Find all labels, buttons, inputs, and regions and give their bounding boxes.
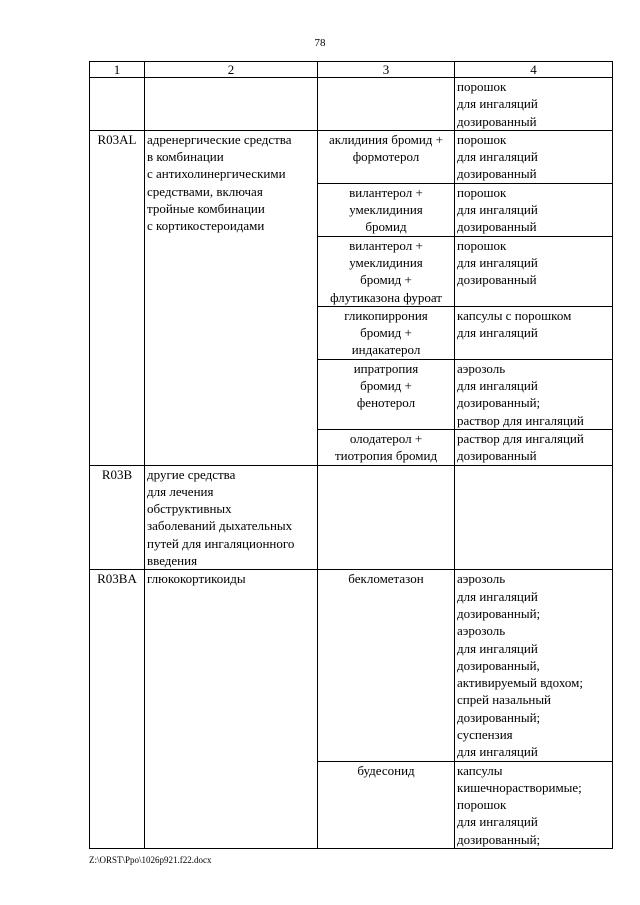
dosage-form-line: капсулы с порошком [457, 307, 572, 323]
dosage-form-line: для ингаляций [457, 325, 538, 341]
dosage-form-line: для ингаляций [457, 202, 538, 218]
file-path-footer: Z:\ORST\Ppo\1026p921.f22.docx [89, 855, 212, 865]
group-name-line: другие средства [147, 466, 236, 482]
dosage-form-line: порошок [457, 184, 507, 200]
dosage-form-line: капсулы [457, 762, 503, 778]
table-header-row [90, 62, 613, 78]
group-name-cell [145, 570, 318, 849]
dosage-form-line: спрей назальный [457, 692, 552, 708]
drug-name-cell [318, 429, 455, 465]
header-cell-1: 1 [90, 62, 145, 78]
drug-name-line: ипратропия [353, 360, 419, 376]
drug-name-line: фенотерол [356, 395, 416, 411]
drug-name-line: бромид + [360, 325, 412, 341]
drug-name-line: будесонид [357, 762, 415, 778]
drug-classification-table [89, 61, 613, 849]
drug-name-cell [318, 78, 455, 131]
dosage-form-line: для ингаляций [457, 149, 538, 165]
drug-name-line: гликопиррония [344, 307, 428, 323]
drug-name-line: индакатерол [351, 342, 421, 358]
group-name-line: средствами, включая [147, 183, 263, 199]
dosage-form-line: дозированный; [457, 831, 541, 847]
drug-name-cell [318, 236, 455, 306]
drug-name-line: умеклидиния [349, 202, 423, 218]
drug-name-cell [318, 761, 455, 848]
drug-name-cell [318, 183, 455, 236]
dosage-form-line: раствор для ингаляций [457, 412, 584, 428]
dosage-form-line: для ингаляций [457, 814, 538, 830]
dosage-form-cell [455, 183, 613, 236]
atc-code-cell: R03BA [90, 570, 145, 849]
dosage-form-line: порошок [457, 131, 507, 147]
dosage-form-line: порошок [457, 79, 507, 94]
dosage-form-line: дозированный [457, 219, 537, 235]
drug-name-cell [318, 306, 455, 359]
group-name-cell [145, 78, 318, 131]
dosage-form-line: аэрозоль [457, 623, 506, 639]
drug-name-line: бромид + [360, 272, 412, 288]
dosage-form-line: суспензия [457, 726, 513, 742]
dosage-form-line: для ингаляций [457, 588, 538, 604]
dosage-form-line: дозированный [457, 166, 537, 182]
header-cell-3: 3 [318, 62, 455, 78]
dosage-form-line: для ингаляций [457, 254, 538, 270]
dosage-form-line: аэрозоль [457, 360, 506, 376]
group-name-line: путей для ингаляционного [147, 535, 295, 551]
table-row [90, 570, 613, 761]
drug-name-cell [318, 570, 455, 761]
header-cell-4: 4 [455, 62, 613, 78]
dosage-form-line: аэрозоль [457, 571, 506, 587]
drug-name-line: вилантерол + [349, 184, 423, 200]
dosage-form-cell [455, 761, 613, 848]
atc-code-cell [90, 78, 145, 131]
dosage-form-line: активируемый вдохом; [457, 675, 583, 691]
group-name-line: в комбинации [147, 149, 224, 165]
dosage-form-cell [455, 465, 613, 570]
dosage-form-line: раствор для ингаляций [457, 430, 584, 446]
group-name-line: обструктивных [147, 501, 232, 517]
dosage-form-line: дозированный [457, 448, 537, 464]
dosage-form-cell [455, 236, 613, 306]
atc-code-cell: R03B [90, 465, 145, 570]
dosage-form-cell [455, 429, 613, 465]
dosage-form-line: дозированный [457, 272, 537, 288]
drug-name-cell [318, 465, 455, 570]
dosage-form-line: дозированный; [457, 395, 541, 411]
table-row [90, 465, 613, 570]
drug-name-line: тиотропия бромид [334, 448, 438, 464]
dosage-form-line: дозированный; [457, 605, 541, 621]
group-name-line: введения [147, 553, 198, 569]
drug-name-line: аклидиния бромид + [329, 131, 443, 147]
group-name-line: тройные комбинации [147, 201, 265, 217]
drug-name-line: флутиказона фуроат [330, 289, 442, 305]
dosage-form-line: для ингаляций [457, 744, 538, 760]
dosage-form-line: порошок [457, 237, 507, 253]
table-row [90, 78, 613, 131]
dosage-form-cell [455, 306, 613, 359]
dosage-form-line: дозированный; [457, 709, 541, 725]
drug-name-line: вилантерол + [349, 237, 423, 253]
drug-name-line: олодатерол + [349, 430, 423, 446]
dosage-form-line: кишечнорастворимые; [457, 779, 582, 795]
header-cell-2: 2 [145, 62, 318, 78]
dosage-form-line: дозированный [457, 113, 537, 129]
page-number: 78 [314, 37, 326, 49]
group-name-line: глюкокортикоиды [147, 571, 246, 587]
group-name-line: с антихолинергическими [147, 166, 286, 182]
drug-name-line: умеклидиния [349, 254, 423, 270]
drug-name-line: формотерол [352, 149, 420, 165]
dosage-form-line: для ингаляций [457, 640, 538, 656]
dosage-form-line: для ингаляций [457, 378, 538, 394]
group-name-line: адренергические средства [147, 131, 292, 147]
dosage-form-line: для ингаляций [457, 96, 538, 112]
drug-name-cell [318, 130, 455, 183]
drug-name-line: бромид + [360, 378, 412, 394]
atc-code-cell: R03AL [90, 130, 145, 465]
dosage-form-cell [455, 130, 613, 183]
dosage-form-cell [455, 359, 613, 429]
dosage-form-cell [455, 570, 613, 761]
drug-name-line: беклометазон [348, 571, 424, 587]
dosage-form-line: дозированный, [457, 657, 540, 673]
group-name-cell [145, 130, 318, 465]
drug-name-line: бромид [365, 219, 407, 235]
group-name-line: с кортикостероидами [147, 218, 265, 234]
group-name-cell [145, 465, 318, 570]
group-name-line: для лечения [147, 483, 214, 499]
dosage-form-cell [455, 78, 613, 131]
table-row [90, 130, 613, 183]
group-name-line: заболеваний дыхательных [147, 518, 293, 534]
dosage-form-line: порошок [457, 797, 507, 813]
drug-name-cell [318, 359, 455, 429]
